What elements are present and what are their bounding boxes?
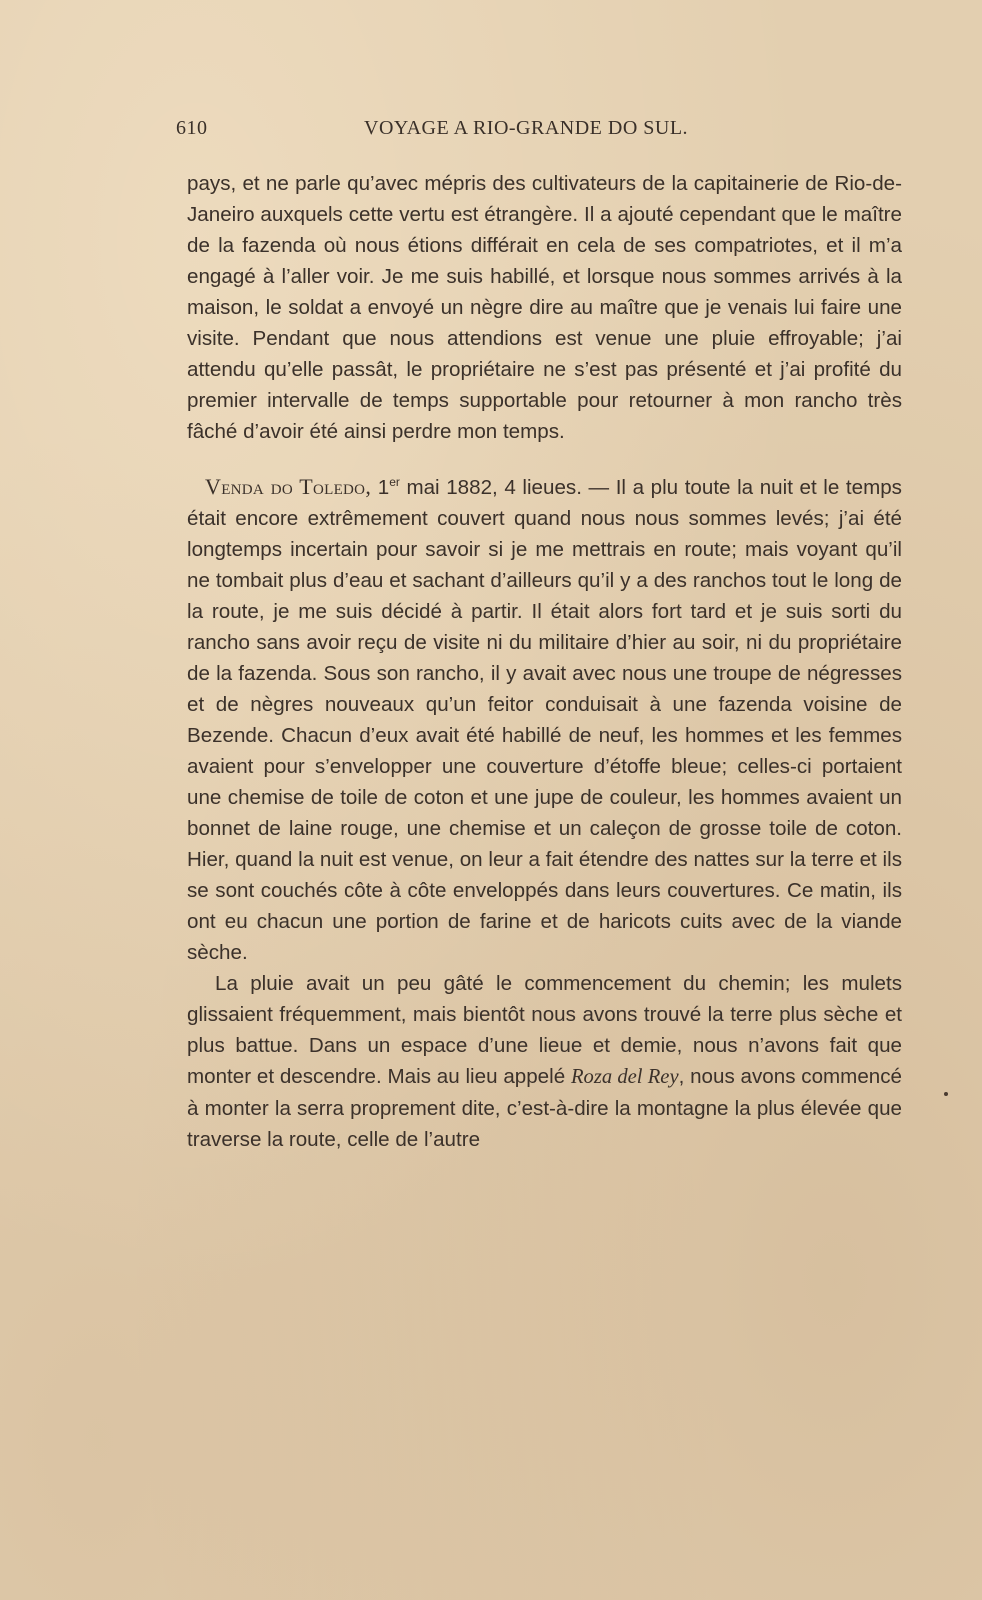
entry-body: Il a plu toute la nuit et le temps était encore extrêmement couvert quand nous nous sommes levés; j’ai été longtemps incertain pour savoir si je me mettrais en route; mais voyant qu’il ne tombait plus d’eau et sachant d’ailleurs qu’il y a des ranchos tout le long de la route, je me suis décidé à partir. Il était alors fort tard et je suis sorti du rancho sans avoir reçu de visite ni du militaire d’hier au soir, ni du propriétaire de la fazenda. Sous son rancho, il y avait avec nous une troupe de négresses et de nègres nouveaux qu’un feitor conduisait à une fazenda voisine de Bezende. Chacun d’eux avait été habillé de neuf, les hommes et les femmes avaient pour s’envelopper une couverture d’étoffe bleue; celles-ci portaient une chemise de toile de coton et une jupe de couleur, les hommes avaient un bonnet de laine rouge, une chemise et un caleçon de grosse toile de coton. Hier, quand la nuit est venue, on leur a fait étendre des nattes sur la terre et ils se sont couchés côte à côte enveloppés dans leurs couvertures. Ce matin, ils ont eu chacun une portion de farine et de haricots cuits avec de la viande sèche. xyxy=(187,476,902,964)
entry-day-superscript: er xyxy=(389,475,400,490)
page-number: 610 xyxy=(176,117,208,139)
ink-spot xyxy=(944,1092,948,1096)
place-name-italic: Roza del Rey xyxy=(570,1066,679,1088)
last-text-after: , nous avons commencé à monter la serra proprement dite, c’est-à-dire la montagne la plus élevée que traverse la route, celle de l’autre xyxy=(187,1065,902,1151)
last-text-before: La pluie avait un peu gâté le commencement du chemin; les mulets glissaient fréquemment, mais bientôt nous avons trouvé la terre plus sèche et plus battue. Dans un espace d’une lieue et demie, nous n’avons fait que monter et descendre. Mais au lieu appelé xyxy=(187,972,902,1088)
paragraph-diary-entry xyxy=(187,471,902,968)
entry-place: Venda do Toledo, xyxy=(205,474,372,499)
entry-date-rest: mai 1882, 4 lieues. — xyxy=(399,476,616,499)
entry-day: 1 xyxy=(377,476,390,499)
running-title: VOYAGE A RIO-GRANDE DO SUL. xyxy=(364,117,689,139)
paragraph-last xyxy=(187,968,902,1155)
running-head xyxy=(176,117,736,147)
body-text xyxy=(187,168,902,1155)
paragraph-continued: pays, et ne parle qu’avec mépris des cultivateurs de la capitainerie de Rio-de-Janeiro auxquels cette vertu est étrangère. Il a ajouté cependant que le maître de la fazenda où nous étions différait en cela de ses compatriotes, et il m’a engagé à l’aller voir. Je me suis habillé, et lorsque nous sommes arrivés à la maison, le soldat a envoyé un nègre dire au maître que je venais lui faire une visite. Pendant que nous attendions est venue une pluie effroyable; j’ai attendu qu’elle passât, le propriétaire ne s’est pas présenté et j’ai profité du premier intervalle de temps supportable pour retourner à mon rancho très fâché d’avoir été ainsi perdre mon temps. xyxy=(187,172,902,443)
